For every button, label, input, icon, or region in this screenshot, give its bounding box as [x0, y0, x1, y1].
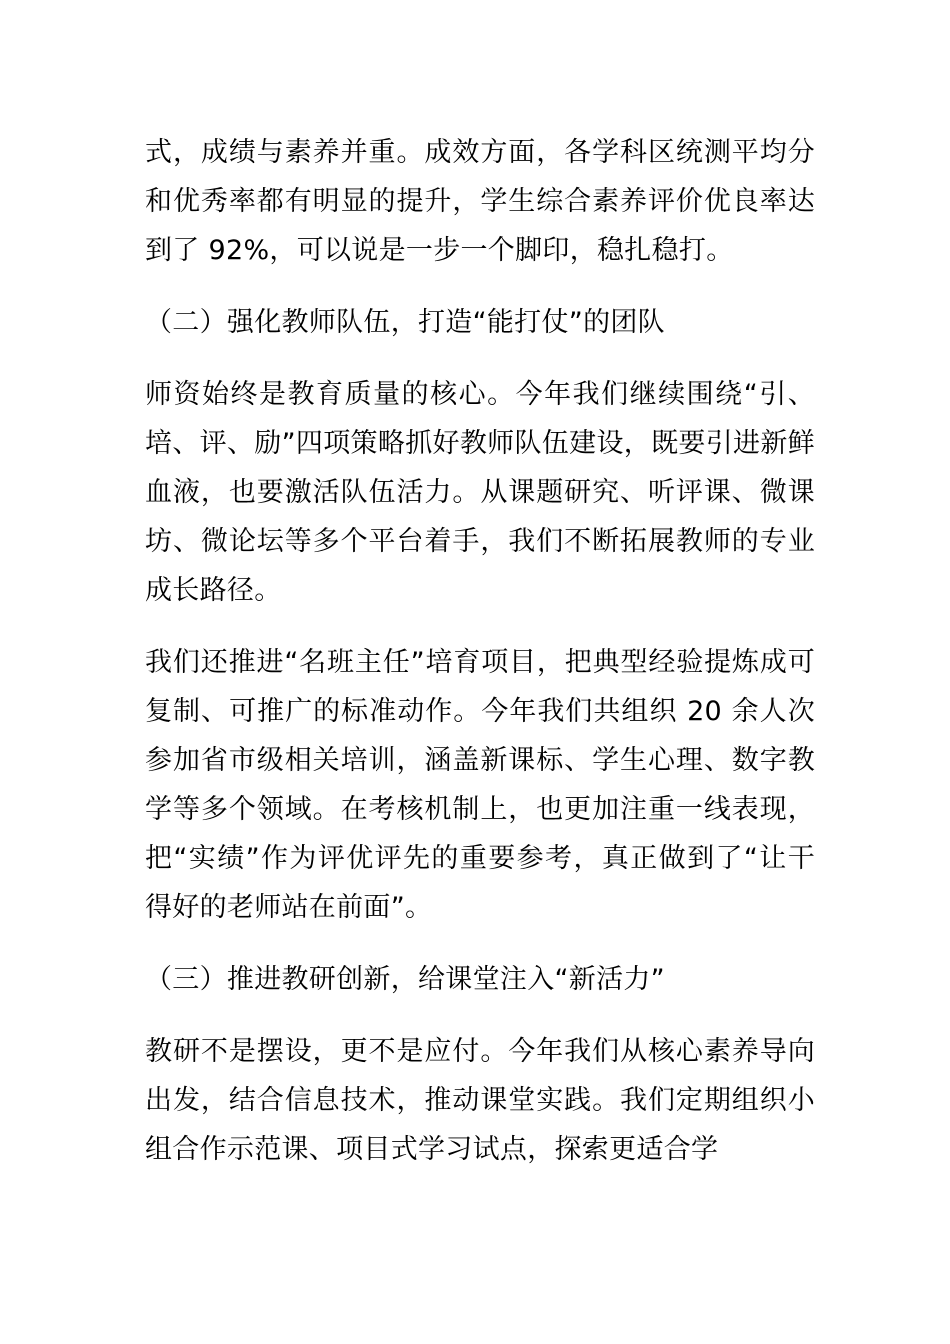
- paragraph-achievements: 式，成绩与素养并重。成效方面，各学科区统测平均分和优秀率都有明显的提升，学生综合素养评价优良率达到了 92%，可以说是一步一个脚印，稳扎稳打。: [145, 137, 815, 266]
- section-heading-teaching-research: （三）推进教研创新，给课堂注入“新活力”: [145, 964, 665, 995]
- paragraph-teaching-research: 教研不是摆设，更不是应付。今年我们从核心素养导向出发，结合信息技术，推动课堂实践。我们定期组织小组合作示范课、项目式学习试点，探索更适合学: [145, 1036, 815, 1165]
- section-heading-teacher-team: （二）强化教师队伍，打造“能打仗”的团队: [145, 307, 665, 338]
- paragraph-head-teacher-project: 我们还推进“名班主任”培育项目，把典型经验提炼成可复制、可推广的标准动作。今年我们共组织 20 余人次参加省市级相关培训，涵盖新课标、学生心理、数字教学等多个领域。在考核机制上，也更加注重一线表现，把“实绩”作为评优评先的重要参考，真正做到了“让干得好的老师站在前面”。: [145, 647, 815, 923]
- paragraph-teacher-strategy: 师资始终是教育质量的核心。今年我们继续围绕“引、培、评、励”四项策略抓好教师队伍建设，既要引进新鲜血液，也要激活队伍活力。从课题研究、听评课、微课坊、微论坛等多个平台着手，我们不断拓展教师的专业成长路径。: [145, 379, 815, 606]
- document-body: [145, 128, 815, 1174]
